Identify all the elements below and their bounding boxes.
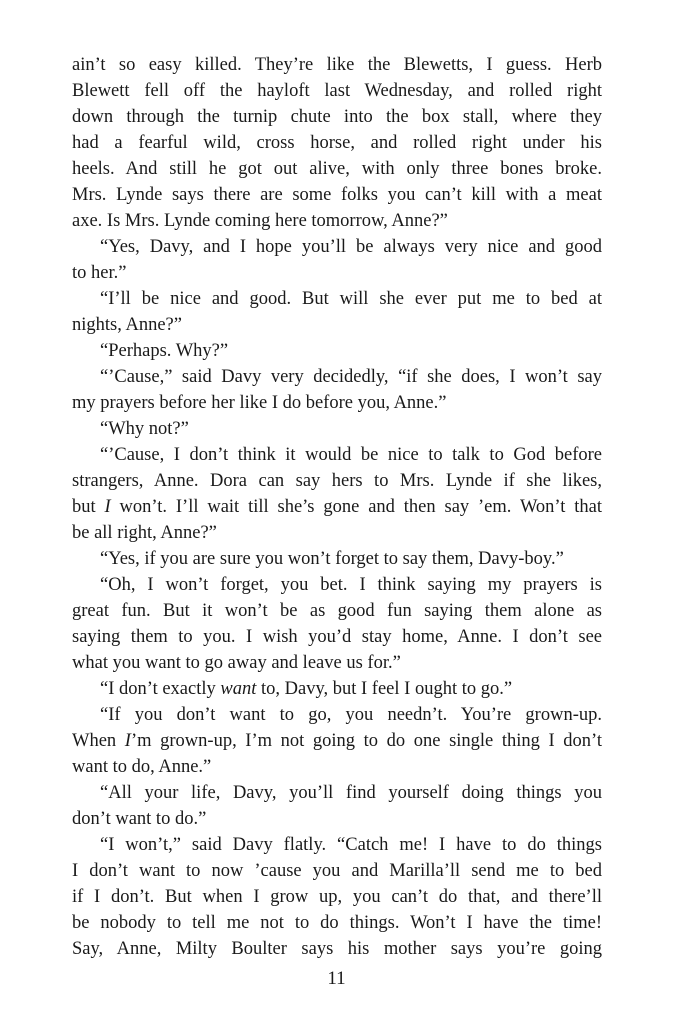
text-line [72,806,602,832]
text-line [72,858,602,884]
text: ’m grown-up, I’m not going to do one single thing I don’t [130,731,602,751]
text-line [72,494,602,520]
text-line [72,416,602,442]
text: “’Cause,” said Davy very decidedly, “if she does, I won’t say [100,367,602,387]
text-line [72,442,602,468]
text-line [72,572,602,598]
text-line [72,702,602,728]
text: nights, Anne?” [72,315,182,335]
text-line [72,364,602,390]
text-line [72,156,602,182]
text: great fun. But it won’t be as good fun saying them alone as [72,601,602,621]
page-number: 11 [327,968,346,989]
text-line [72,832,602,858]
text-line [72,260,602,286]
text-line [72,650,602,676]
text: my prayers before her like I do before you, Anne.” [72,393,447,413]
text: When [72,731,125,751]
paragraph [72,338,602,364]
text: “Oh, I won’t forget, you bet. I think saying my prayers is [100,575,602,595]
text: if I don’t. But when I grow up, you can’t do that, and there’ll [72,887,602,907]
book-page-text [72,52,602,962]
text-line [72,754,602,780]
text-line [72,546,602,572]
paragraph [72,832,602,962]
italic-text: I [124,731,131,751]
text-line [72,728,602,754]
text: “All your life, Davy, you’ll find yourself doing things you [100,783,602,803]
text: “I won’t,” said Davy flatly. “Catch me! I have to do things [100,835,602,855]
paragraph [72,234,602,286]
text-line [72,312,602,338]
text-line [72,676,602,702]
text-line [72,520,602,546]
text: had a fearful wild, cross horse, and rolled right under his [72,133,602,153]
text: won’t. I’ll wait till she’s gone and then say ’em. Won’t that [110,497,602,517]
text-line [72,390,602,416]
text-line [72,624,602,650]
text: don’t want to do.” [72,809,207,829]
text: “I don’t exactly [100,679,221,699]
italic-text: I [104,497,111,517]
text: saying them to you. I wish you’d stay home, Anne. I don’t see [72,627,602,647]
paragraph [72,286,602,338]
text-line [72,182,602,208]
text: “I’ll be nice and good. But will she ever put me to bed at [100,289,602,309]
text-line [72,910,602,936]
paragraph [72,416,602,442]
text-line [72,208,602,234]
text-line [72,104,602,130]
text: Say, Anne, Milty Boulter says his mother says you’re going [72,939,602,959]
text: “Yes, Davy, and I hope you’ll be always very nice and good [100,237,602,257]
paragraph [72,52,602,234]
text: axe. Is Mrs. Lynde coming here tomorrow, Anne?” [72,211,448,231]
text: Mrs. Lynde says there are some folks you can’t kill with a meat [72,185,602,205]
text: “Why not?” [100,419,189,439]
text: be all right, Anne?” [72,523,217,543]
text: be nobody to tell me not to do things. Won’t I have the time! [72,913,602,933]
text: but [72,497,105,517]
paragraph [72,702,602,780]
text: “Perhaps. Why?” [100,341,229,361]
paragraph [72,364,602,416]
italic-text: want [220,679,257,699]
paragraph [72,442,602,546]
text: want to do, Anne.” [72,757,212,777]
text-line [72,780,602,806]
text: “’Cause, I don’t think it would be nice to talk to God before [100,445,602,465]
text-line [72,286,602,312]
paragraph [72,676,602,702]
paragraph [72,546,602,572]
text: to, Davy, but I feel I ought to go.” [256,679,513,699]
text-line [72,78,602,104]
text: to her.” [72,263,127,283]
paragraph [72,780,602,832]
text-line [72,468,602,494]
text-line [72,338,602,364]
text-line [72,130,602,156]
text: strangers, Anne. Dora can say hers to Mrs. Lynde if she likes, [72,471,602,491]
text: “If you don’t want to go, you needn’t. You’re grown-up. [100,705,602,725]
text-line [72,884,602,910]
text-line [72,52,602,78]
paragraph [72,572,602,676]
text: heels. And still he got out alive, with only three bones broke. [72,159,602,179]
text: down through the turnip chute into the box stall, where they [72,107,602,127]
text-line [72,598,602,624]
text: I don’t want to now ’cause you and Marilla’ll send me to bed [72,861,602,881]
text-line [72,936,602,962]
text: what you want to go away and leave us for.” [72,653,401,673]
text-line [72,234,602,260]
text: “Yes, if you are sure you won’t forget to say them, Davy-boy.” [100,549,564,569]
text: ain’t so easy killed. They’re like the Blewetts, I guess. Herb [72,55,602,75]
text: Blewett fell off the hayloft last Wednesday, and rolled right [72,81,602,101]
